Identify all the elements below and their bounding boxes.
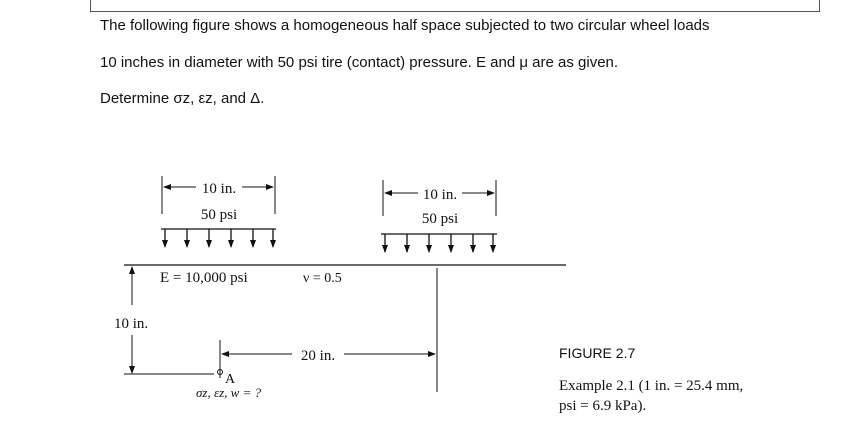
- right-load-diameter: 10 in.: [422, 187, 458, 203]
- modulus-label: E = 10,000 psi: [160, 270, 248, 286]
- left-load-pressure: 50 psi: [200, 207, 238, 223]
- left-load-diameter: 10 in.: [201, 181, 237, 197]
- depth-label: 10 in.: [114, 316, 149, 332]
- poisson-label: ν = 0.5: [303, 271, 342, 286]
- point-a-label: A: [225, 372, 236, 387]
- left-load-arrows: [161, 229, 276, 247]
- spacing-label: 20 in.: [300, 348, 336, 364]
- unknowns-label: σz, εz, w = ?: [196, 385, 262, 400]
- problem-line-2: 10 inches in diameter with 50 psi tire (contact) pressure. E and μ are as given.: [100, 54, 619, 71]
- figure-caption-line-2: psi = 6.9 kPa).: [559, 398, 647, 414]
- problem-line-1: The following figure shows a homogeneous half space subjected to two circular wheel loads: [100, 17, 710, 34]
- right-load-arrows: [381, 234, 497, 252]
- figure-caption-title: FIGURE 2.7: [559, 345, 636, 361]
- right-load-pressure: 50 psi: [421, 211, 459, 227]
- problem-line-3: Determine σz, εz, and Δ.: [100, 90, 265, 107]
- figure-caption-line-1: Example 2.1 (1 in. = 25.4 mm,: [559, 378, 744, 394]
